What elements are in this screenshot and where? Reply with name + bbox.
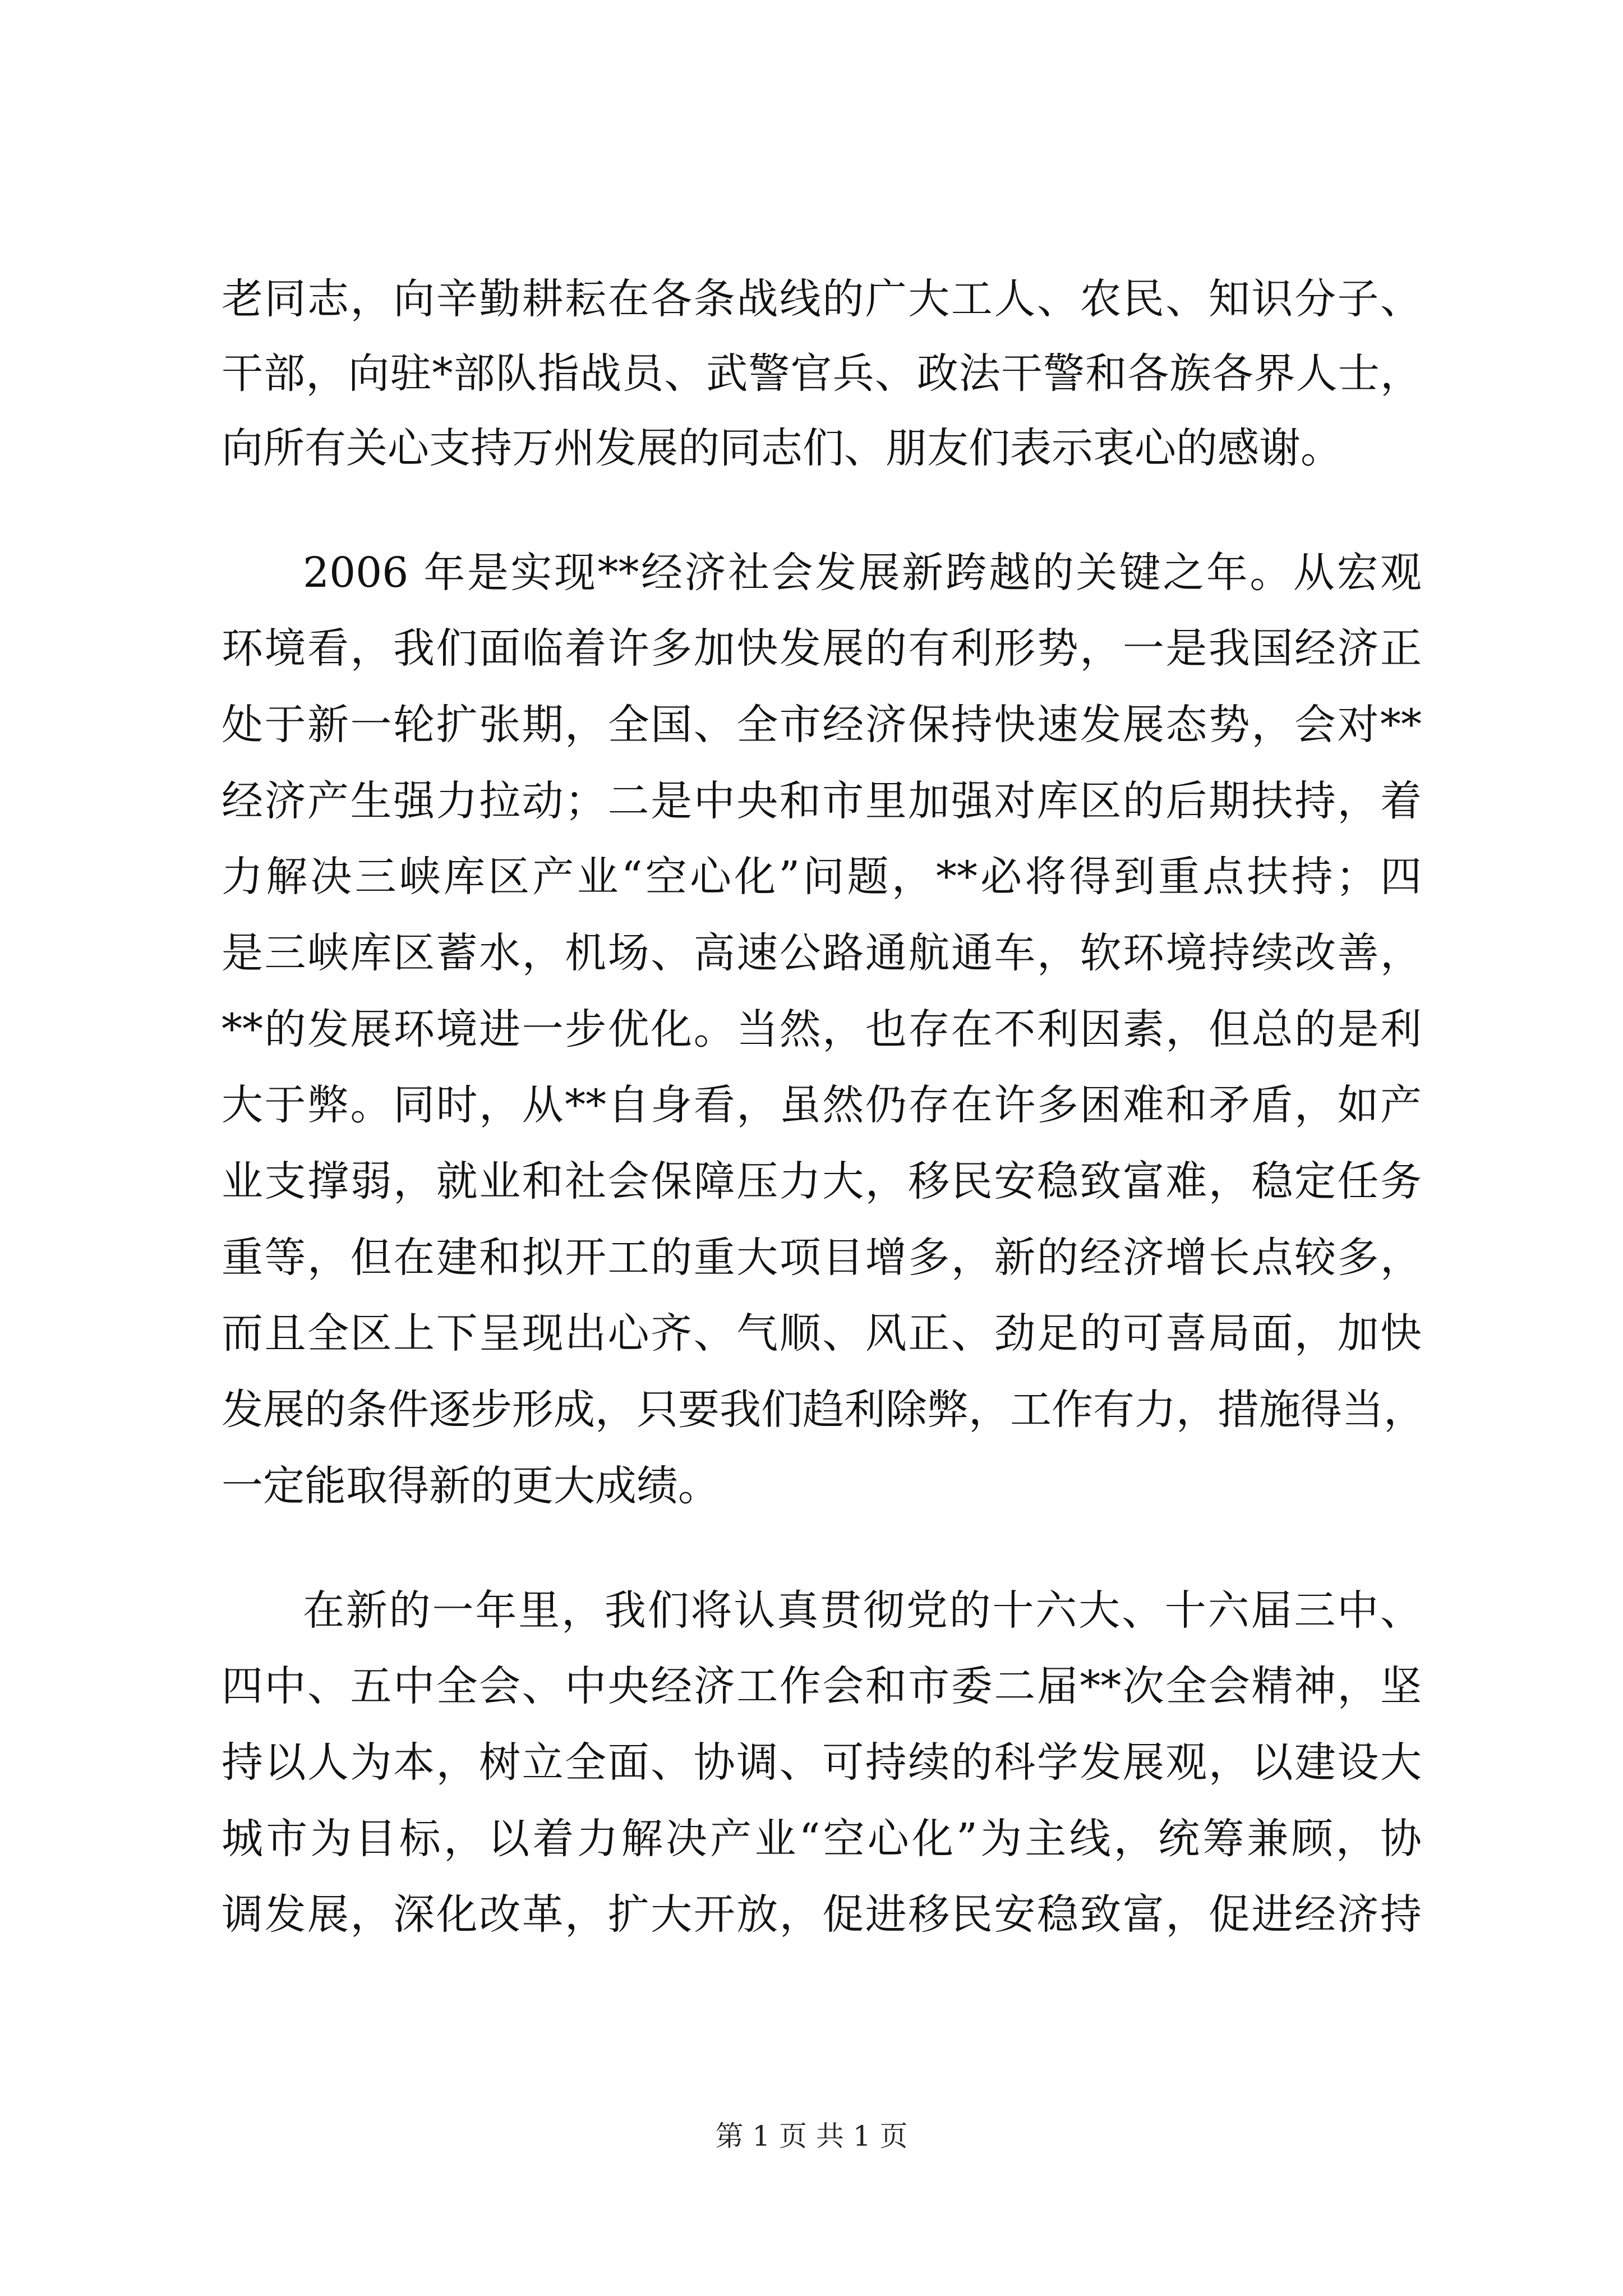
text-line: 重等，但在建和拟开工的重大项目增多，新的经济增长点较多， — [222, 1234, 1422, 1282]
text-line: 向所有关心支持万州发展的同志们、朋友们表示衷心的感谢。 — [222, 424, 1342, 472]
text-line: 持以人为本，树立全面、协调、可持续的科学发展观，以建设大 — [222, 1738, 1422, 1787]
text-line: **的发展环境进一步优化。当然，也存在不利因素，但总的是利 — [222, 1005, 1422, 1053]
text-line: 处于新一轮扩张期，全国、全市经济保持快速发展态势，会对** — [222, 701, 1422, 749]
text-line: 是三峡库区蓄水，机场、高速公路通航通车，软环境持续改善， — [222, 929, 1422, 977]
text-line: 大于弊。同时，从**自身看，虽然仍存在许多困难和矛盾，如产 — [222, 1081, 1422, 1129]
text-line: 经济产生强力拉动；二是中央和市里加强对库区的后期扶持，着 — [222, 777, 1422, 825]
paragraph-first-line: 在新的一年里，我们将认真贯彻党的十六大、十六届三中、 — [303, 1586, 1422, 1635]
text-line: 一定能取得新的更大成绩。 — [222, 1462, 720, 1510]
paragraph-first-line: 2006 年是实现**经济社会发展新跨越的关键之年。从宏观 — [303, 549, 1422, 597]
text-line: 而且全区上下呈现出心齐、气顺、风正、劲足的可喜局面，加快 — [222, 1309, 1422, 1358]
page-footer: 第 1 页 共 1 页 — [715, 2120, 908, 2152]
text-line: 城市为目标，以着力解决产业“空心化”为主线，统筹兼顾，协 — [222, 1815, 1422, 1863]
text-line: 调发展，深化改革，扩大开放，促进移民安稳致富，促进经济持 — [222, 1890, 1422, 1939]
text-line: 干部，向驻*部队指战员、武警官兵、政法干警和各族各界人士， — [222, 349, 1422, 398]
text-line: 发展的条件逐步形成，只要我们趋利除弊，工作有力，措施得当， — [222, 1386, 1425, 1434]
text-line: 力解决三峡库区产业“空心化”问题，**必将得到重点扶持；四 — [222, 853, 1422, 901]
text-line: 业支撑弱，就业和社会保障压力大，移民安稳致富难，稳定任务 — [222, 1157, 1422, 1205]
text-line: 四中、五中全会、中央经济工作会和市委二届**次全会精神，坚 — [222, 1662, 1422, 1710]
text-line: 环境看，我们面临着许多加快发展的有利形势，一是我国经济正 — [222, 624, 1422, 673]
text-line: 老同志，向辛勤耕耘在各条战线的广大工人、农民、知识分子、 — [222, 275, 1422, 323]
